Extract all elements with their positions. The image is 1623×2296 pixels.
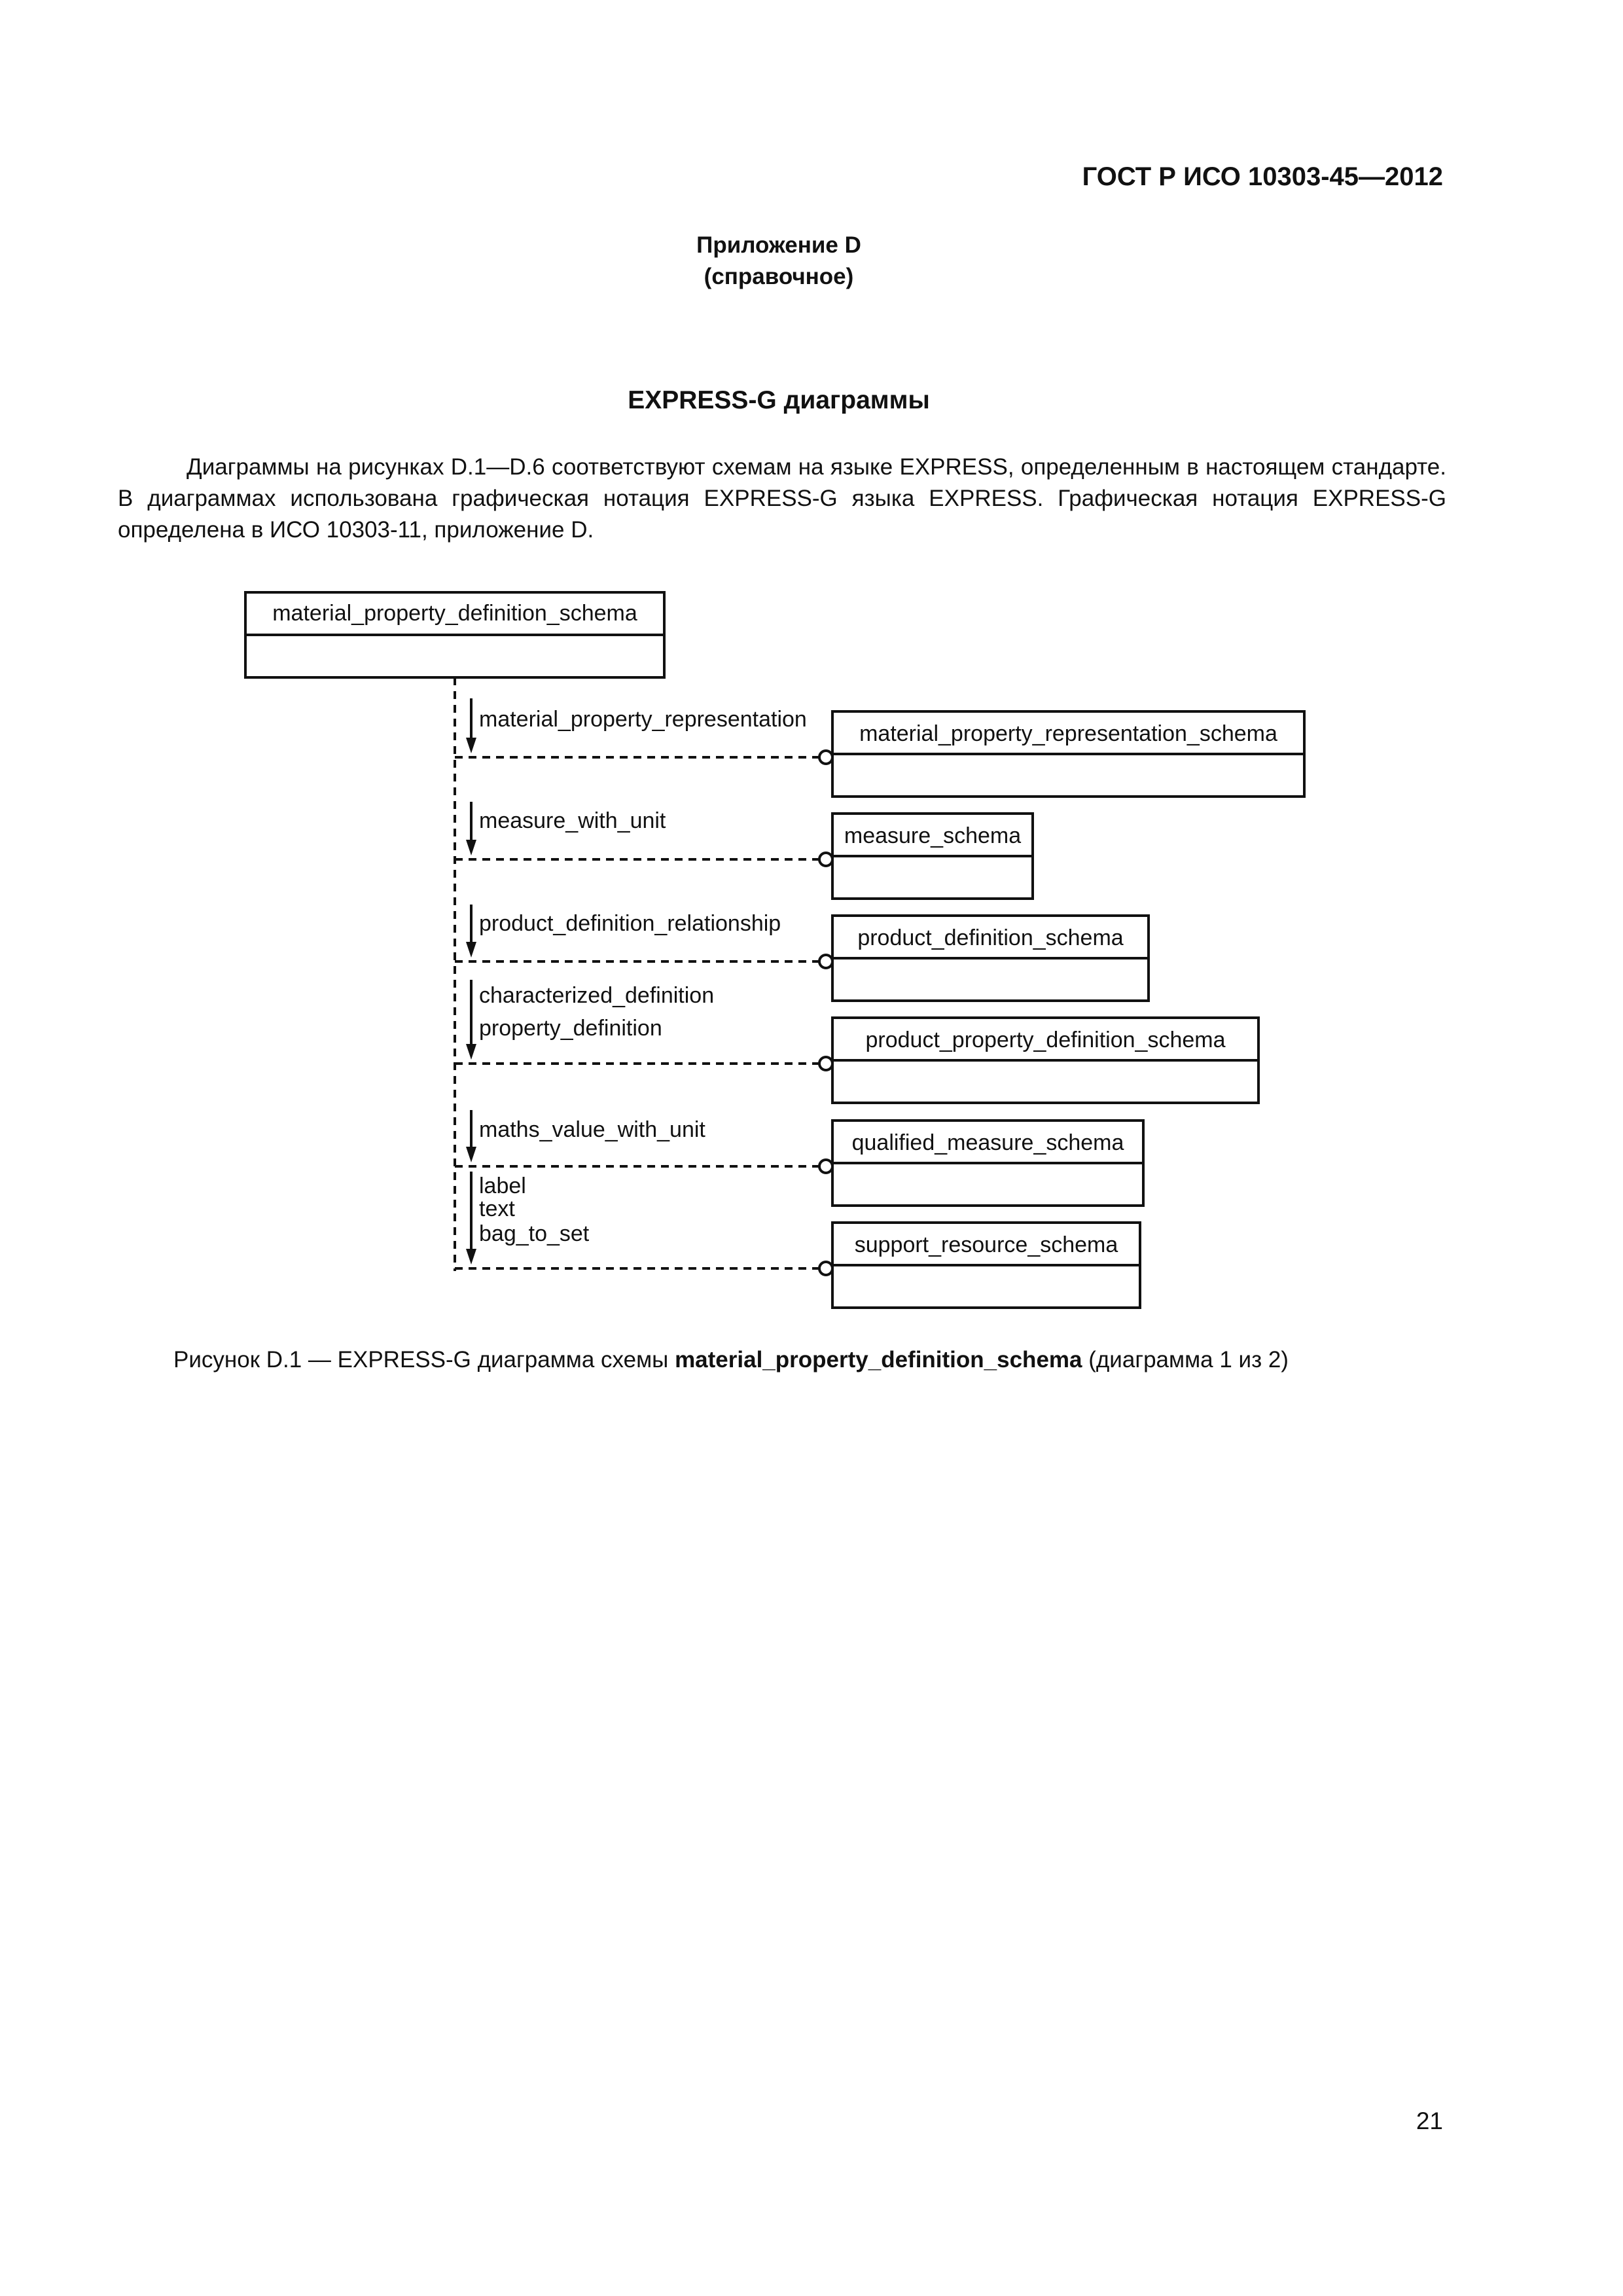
- reference-label: product_definition_relationship: [479, 911, 781, 936]
- reference-row: [455, 698, 1304, 797]
- annex-title: Приложение D: [696, 232, 861, 258]
- referenced-schema-label: product_definition_schema: [857, 925, 1124, 950]
- reference-row: [455, 802, 1033, 899]
- arrowhead: [466, 1249, 476, 1265]
- reference-row: [455, 980, 1258, 1103]
- reference-row: [455, 1110, 1143, 1206]
- main-schema-box: [245, 592, 664, 677]
- reference-label: bag_to_set: [479, 1221, 590, 1246]
- reference-label: maths_value_with_unit: [479, 1117, 705, 1142]
- arrowhead: [466, 942, 476, 958]
- referenced-schema-label: support_resource_schema: [854, 1232, 1118, 1257]
- referenced-schema-label: qualified_measure_schema: [851, 1130, 1124, 1155]
- reference-circle: [819, 1262, 832, 1275]
- referenced-schema-label: material_property_representation_schema: [859, 721, 1277, 746]
- reference-label: text: [479, 1196, 515, 1221]
- reference-label: property_definition: [479, 1016, 662, 1041]
- reference-label: material_property_representation: [479, 707, 807, 732]
- reference-label: measure_with_unit: [479, 808, 666, 833]
- reference-circle: [819, 751, 832, 764]
- arrowhead: [466, 840, 476, 855]
- standard-code: ГОСТ Р ИСО 10303-45—2012: [1082, 162, 1443, 191]
- arrowhead: [466, 1147, 476, 1162]
- referenced-schema-label: product_property_definition_schema: [865, 1028, 1226, 1052]
- reference-row: [455, 1172, 1140, 1308]
- section-title: EXPRESS-G диаграммы: [628, 386, 930, 414]
- arrowhead: [466, 738, 476, 753]
- reference-label: characterized_definition: [479, 983, 715, 1008]
- reference-circle: [819, 955, 832, 968]
- reference-circle: [819, 853, 832, 866]
- reference-circle: [819, 1160, 832, 1173]
- reference-label: label: [479, 1174, 526, 1198]
- figure-caption: [173, 1347, 1289, 1373]
- caption-schema-name: material_property_definition_schema: [675, 1347, 1082, 1372]
- intro-paragraph: Диаграммы на рисунках D.1—D.6 соответствуют схемам на языке EXPRESS, определенным в настоящем стандарте. В диаграммах использована графическая нотация EXPRESS-G языка EXPRESS. Графическая нотация EXPRESS-G определена в ИСО 10303-11, приложение D.: [118, 454, 1446, 543]
- caption-suffix: (диаграмма 1 из 2): [1082, 1347, 1289, 1372]
- page-number: 21: [1416, 2108, 1443, 2134]
- arrowhead: [466, 1044, 476, 1060]
- caption-prefix: Рисунок D.1 — EXPRESS-G диаграмма схемы: [173, 1347, 675, 1372]
- annex-status: (справочное): [704, 264, 854, 289]
- referenced-schema-label: measure_schema: [844, 823, 1022, 848]
- reference-circle: [819, 1057, 832, 1070]
- main-schema-label: material_property_definition_schema: [272, 601, 637, 626]
